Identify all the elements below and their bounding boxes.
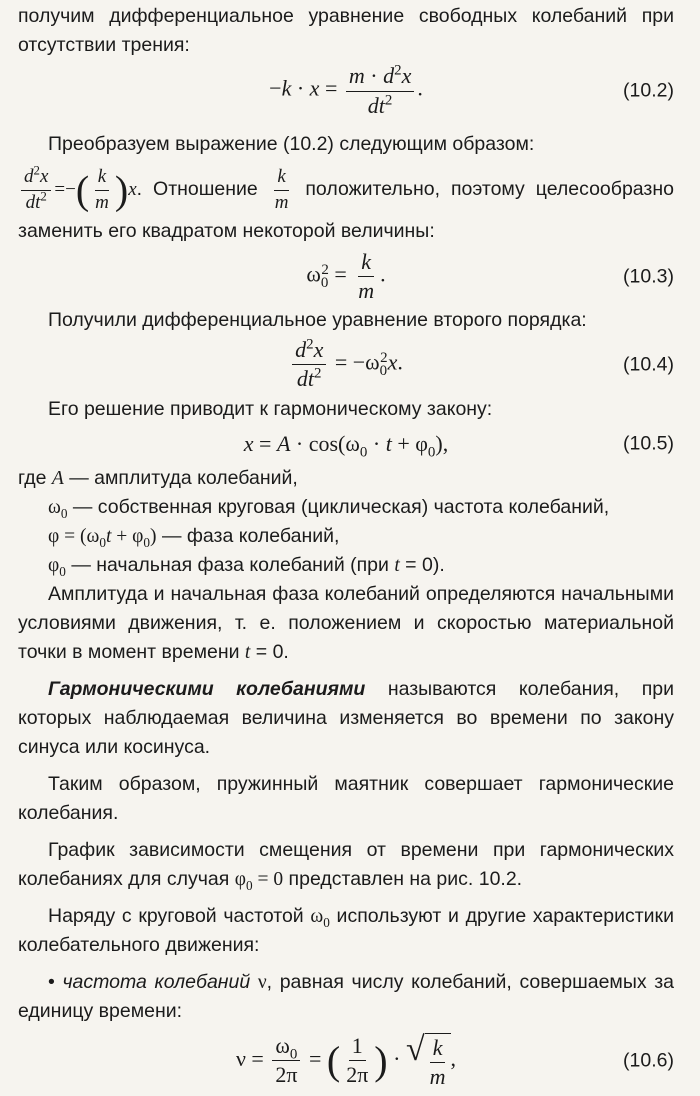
paragraph-frequency: • частота колебаний ν, равная числу колебаний, совершаемых за единицу времени:: [18, 970, 675, 1022]
equation-10-6-number: (10.6): [623, 1049, 674, 1072]
equation-10-5-formula: $x = A \cdot \cos(\omega_0 \cdot t + \varphi_0)$,: [243, 431, 449, 461]
equation-10-6-formula: ν = $\frac{\omega_0}{2\pi}$ = ( $\frac{1}{2\pi}$ ) · √ $\frac{k}{m}$ ,: [235, 1030, 457, 1089]
definition-phase: $\varphi = (\omega_0t + \varphi_0)$ — фаза колебаний,: [48, 524, 340, 550]
definition-initial-phase: $\varphi_0$ — начальная фаза колебаний (при t = 0).: [48, 553, 445, 579]
paragraph-graph-reference: График зависимости смещения от времени при гармонических колебаниях для случая $\varphi_0 = 0$ представлен на рис. 10.2.: [18, 838, 674, 893]
paragraph-harmonic-definition: Гармоническими колебаниями называются колебания, при которых наблюдаемая величина изменяется во времени по закону синуса или косинуса.: [18, 677, 674, 758]
term-harmonic: Гармоническими колебаниями: [48, 677, 366, 700]
equation-10-3-number: (10.3): [623, 265, 674, 288]
paragraph-transform: Преобразуем выражение (10.2) следующим образом:: [48, 133, 535, 155]
equation-10-2-formula: −k · x = $\frac{m \cdot d^2x}{dt^2}$ .: [269, 62, 423, 118]
paragraph-intro: получим дифференциальное уравнение свободных колебаний при отсутствии трения:: [18, 5, 674, 56]
paragraph-second-order: Получили дифференциальное уравнение второго порядка:: [48, 308, 587, 331]
equation-10-2-number: (10.2): [623, 79, 674, 102]
equation-10-3-formula: $\omega_0^2$ = $\frac{k}{m}$ .: [306, 249, 386, 304]
paragraph-initial-conditions: Амплитуда и начальная фаза колебаний определяются начальными условиями движения, т. е. положением и скоростью материальной точки в момент времени t = 0.: [18, 582, 674, 663]
equation-10-2: [18, 60, 674, 122]
equation-10-4-number: (10.4): [623, 353, 674, 376]
equation-10-3: [18, 248, 674, 306]
paragraph-other-characteristics: Наряду с круговой частотой $\omega_0$ используют и другие характеристики колебательного движения:: [18, 904, 674, 956]
equation-10-4: [18, 335, 674, 395]
definition-omega0: $\omega_0$ — собственная круговая (циклическая) частота колебаний,: [48, 495, 610, 521]
ratio-text-a: . Отношение: [136, 177, 258, 200]
paragraph-ratio: $\frac{d^2x}{dt^2}$ =−( $\frac{k}{m}$ )x. Отношение $\frac{k}{m}$ положительно, поэтому целесообразно заменить его квадратом некоторой величины:: [18, 162, 674, 242]
equation-10-5: [18, 424, 674, 464]
paragraph-solution: Его решение приводит к гармоническому закону:: [48, 397, 493, 420]
ratio-text-b: положительно, поэтому целесообразно заменить его квадратом некоторой величины:: [18, 177, 674, 242]
equation-10-4-formula: $\frac{d^2x}{dt^2}$ = $-\omega_0^2x$.: [289, 338, 403, 391]
equation-10-6: [18, 1026, 674, 1096]
paragraph-spring-pendulum: Таким образом, пружинный маятник совершает гармонические колебания.: [18, 772, 674, 824]
definition-amplitude: где A — амплитуда колебаний,: [18, 466, 298, 489]
term-frequency: частота колебаний: [62, 970, 251, 993]
equation-10-5-number: (10.5): [623, 432, 674, 455]
